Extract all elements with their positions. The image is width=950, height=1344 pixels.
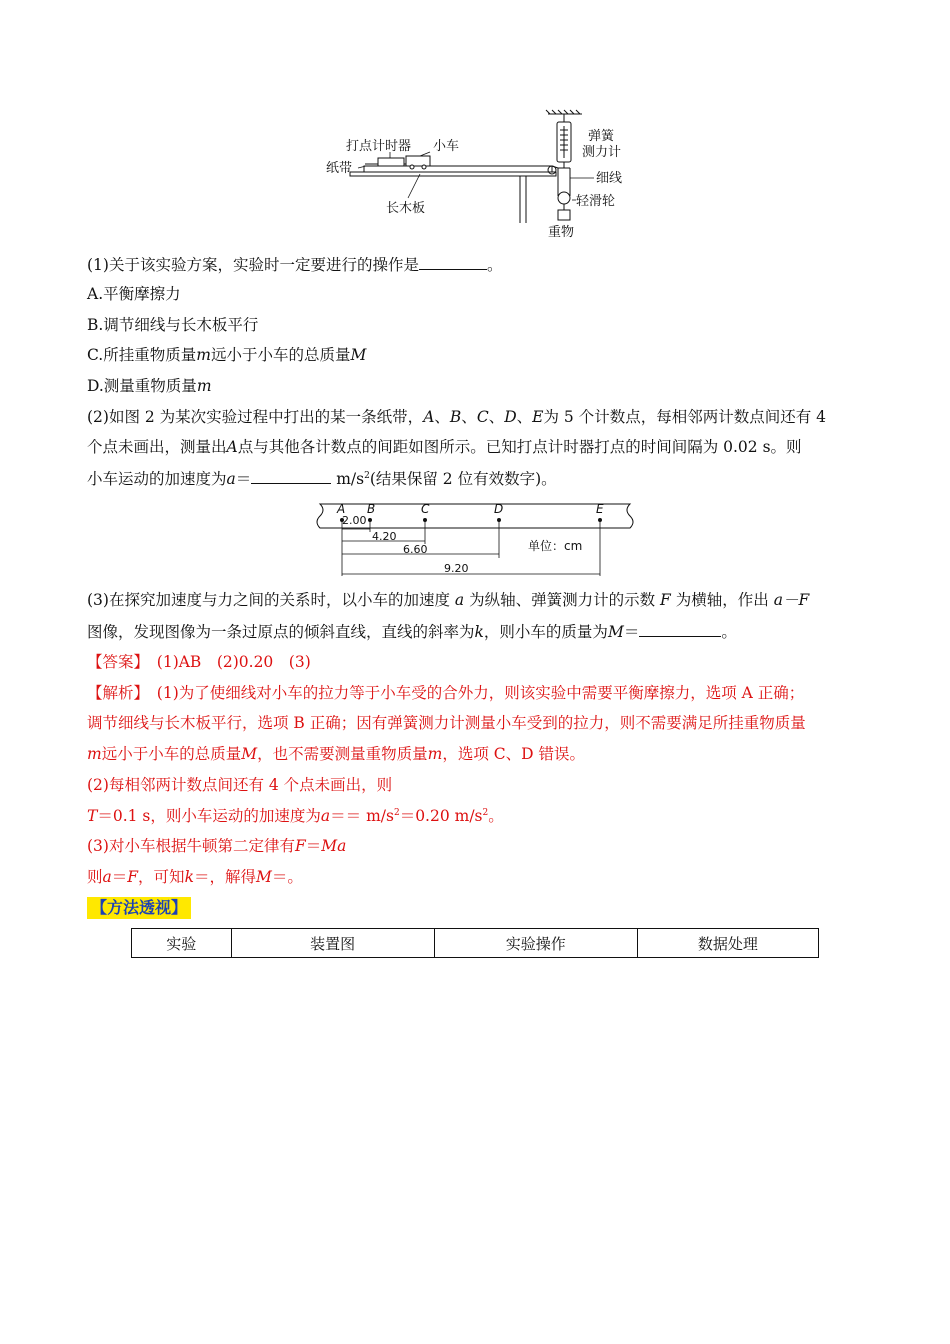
q3-line-1: (3)在探究加速度与力之间的关系时，以小车的加速度 a 为纵轴、弹簧测力计的示数 F 为横轴，作出 a－F [87, 591, 810, 609]
table-header-row [132, 929, 819, 958]
tape-unit: 单位：cm [528, 539, 583, 553]
tape-label-B: B [367, 502, 376, 516]
q2-line-2: 个点未画出，测量出A点与其他各计数点的间距如图所示。已知打点计时器打点的时间间隔为 0.02 s。则 [87, 438, 802, 456]
table-header-experiment: 实验 [132, 929, 232, 958]
q1-option-d: D.测量重物质量m [87, 377, 212, 395]
tape-label-C: C [421, 502, 430, 516]
apparatus-figure [320, 108, 640, 243]
distance-AD: 6.60 [403, 543, 428, 556]
method-title: 【方法透视】 [87, 897, 191, 919]
distance-AE: 9.20 [444, 562, 469, 575]
table-header-operation: 实验操作 [434, 929, 637, 958]
answer-line [87, 652, 311, 672]
label-weight: 重物 [548, 225, 575, 240]
label-string: 细线 [596, 171, 623, 186]
q3-line-2: 图像，发现图像为一条过原点的倾斜直线，直线的斜率为k，则小车的质量为M＝ 。 [87, 623, 737, 641]
label-spring-scale-2: 测力计 [582, 145, 622, 160]
analysis-line-1: 【解析】 (1)为了使细线对小车的拉力等于小车受的合外力，则该实验中需要平衡摩擦力，选项 A 正确； [87, 684, 805, 702]
label-cart: 小车 [433, 139, 460, 154]
spring-scale [557, 122, 571, 168]
analysis-line-7: 则a＝F，可知k＝，解得M＝。 [87, 868, 303, 886]
q1-stem: (1)关于该实验方案，实验时一定要进行的操作是 。 [87, 256, 503, 274]
answer-text: (1)AB (2)0.20 (3) [156, 653, 311, 671]
label-spring-scale-1: 弹簧 [588, 129, 615, 144]
q1-option-a: A.平衡摩擦力 [87, 285, 181, 303]
label-timer: 打点计时器 [346, 139, 412, 154]
table-header-data-processing: 数据处理 [637, 929, 818, 958]
label-board: 长木板 [386, 201, 426, 216]
q1-option-b: B.调节细线与长木板平行 [87, 316, 259, 334]
q2-line-3: 小车运动的加速度为$a= m/s^2$(结果保留 2 位有效数字)。 [87, 470, 557, 488]
analysis-line-4: (2)每相邻两计数点间还有 4 个点未画出，则 [87, 776, 393, 794]
table-header-apparatus: 装置图 [231, 929, 434, 958]
analysis-tag: 【解析】 [87, 684, 142, 702]
label-tape: 纸带 [326, 161, 353, 176]
method-table [131, 928, 819, 958]
tape-label-E: E [596, 502, 604, 516]
q2-line-1: (2)如图 2 为某次实验过程中打出的某一条纸带，A、B、C、D、E为 5 个计数点，每相邻两计数点间还有 4 [87, 408, 826, 426]
answer-tag: 【答案】 [87, 653, 142, 671]
tape-figure [312, 500, 638, 580]
label-pulley: 轻滑轮 [576, 194, 616, 209]
distance-AC: 4.20 [372, 530, 397, 543]
tape-label-D: D [494, 502, 504, 516]
analysis-line-2: 调节细线与长木板平行，选项 B 正确；因有弹簧测力计测量小车受到的拉力，则不需要满足所挂重物质量 [87, 714, 806, 732]
tape-points [340, 518, 602, 522]
cart [406, 156, 430, 169]
q1-option-c: C.所挂重物质量m远小于小车的总质量M [87, 346, 367, 364]
analysis-line-3: m远小于小车的总质量M，也不需要测量重物质量m，选项 C、D 错误。 [87, 745, 585, 763]
analysis-line-5: T＝0.1 s，则小车运动的加速度为$a== m/s^2=0.20$ $m/s^2$。 [87, 807, 504, 825]
weight-block [558, 210, 570, 220]
tape-label-A: A [337, 502, 346, 516]
analysis-line-6: (3)对小车根据牛顿第二定律有F＝Ma [87, 837, 347, 855]
distance-AB: 2.00 [342, 514, 367, 527]
ceiling-mount [546, 110, 582, 122]
timer-box [378, 158, 404, 166]
board [350, 166, 558, 223]
pulley-icon [558, 192, 570, 204]
